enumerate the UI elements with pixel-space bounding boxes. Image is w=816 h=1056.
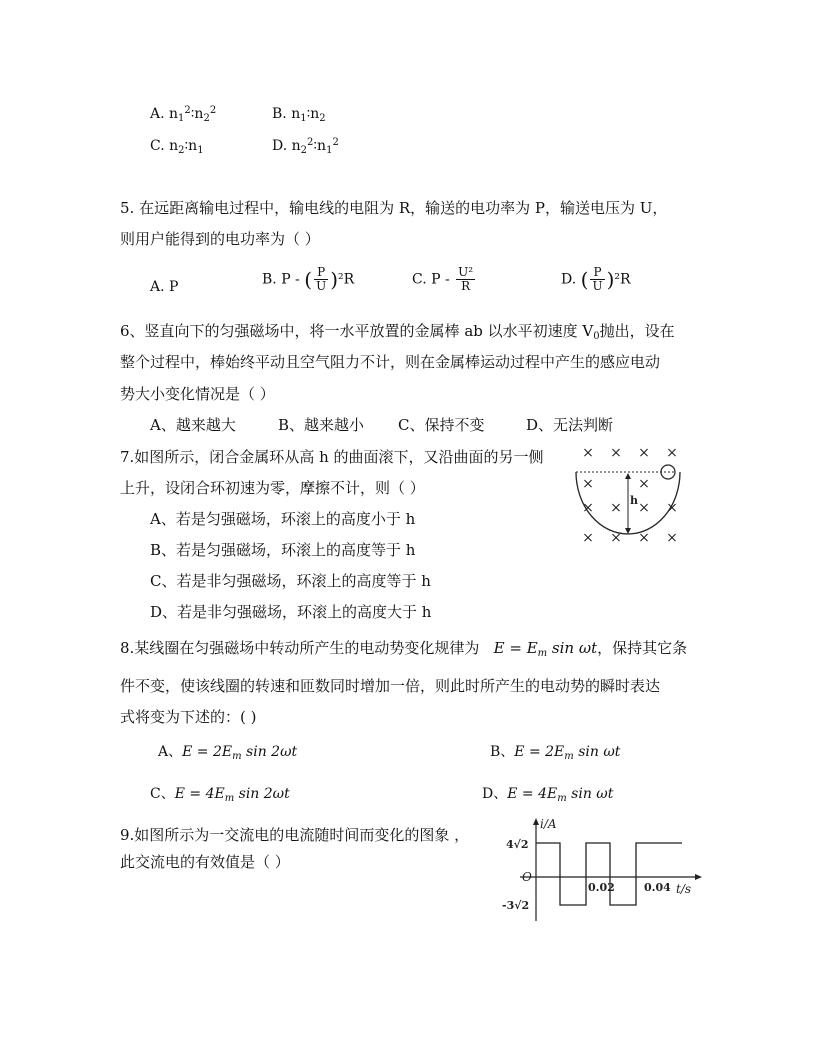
q8-option-b: B、$E = 2E_m$ sin ωt: [490, 744, 621, 762]
q8-option-a: A、$E = 2E_m$ sin 2ωt: [158, 744, 298, 762]
q7-cross: ×: [582, 445, 594, 461]
q7-stem-line2: 上升，设闭合环初速为零，摩擦不计，则（ ）: [120, 479, 425, 497]
q7-height-label: h: [630, 494, 638, 507]
q9-tick-004: 0.04: [644, 881, 671, 894]
q7-cross: ×: [582, 530, 594, 546]
q6-option-a: A、越来越大: [150, 416, 236, 434]
q9-stem-line1: 9.如图所示为一交流电的电流随时间而变化的图象 ，: [120, 826, 470, 844]
q7-cross: ×: [582, 476, 594, 492]
q4-option-d: D. $n_2^2∶n_1^2$: [272, 137, 339, 156]
q9-stem-line2: 此交流电的有效值是（ ）: [120, 853, 290, 871]
q7-option-d: D、若是非匀强磁场，环滚上的高度大于 h: [150, 603, 432, 621]
q7-option-a: A、若是匀强磁场，环滚上的高度小于 h: [150, 510, 416, 528]
q8-stem-line1: 8.某线圈在匀强磁场中转动所产生的电动势变化规律为 $E = E_m$ sin ωt，保持其它条: [120, 639, 688, 659]
q6-option-d: D、无法判断: [526, 416, 614, 434]
q7-cross: ×: [666, 445, 678, 461]
q9-tick-002: 0.02: [588, 881, 615, 894]
q7-cross: ×: [582, 500, 594, 516]
q7-figure: [572, 442, 692, 550]
q9-current-graph: [500, 815, 706, 925]
q6-stem-line3: 势大小变化情况是（ ）: [120, 385, 275, 403]
q7-option-b: B、若是匀强磁场，环滚上的高度等于 h: [150, 541, 416, 559]
q7-cross: ×: [610, 500, 622, 516]
q9-bottom-value: -3√2: [502, 899, 530, 912]
q5-option-d: D. ( $\frac{P}{U}$ )²R: [561, 265, 631, 293]
q7-cross: ×: [638, 500, 650, 516]
q9-x-axis-arrow: [695, 874, 702, 880]
q7-stem-line1: 7.如图所示，闭合金属环从高 h 的曲面滚下，又沿曲面的另一侧: [120, 448, 544, 466]
q4-option-a: A. $n_1^2∶n_2^2$: [150, 105, 217, 124]
q9-origin: O: [522, 870, 532, 884]
q5-stem-line2: 则用户能得到的电功率为（ ）: [120, 230, 320, 248]
q7-arrow-head-up: [625, 473, 631, 479]
q4-option-b: B. $n_1∶n_2$: [272, 106, 326, 124]
q9-x-label: t/s: [676, 882, 692, 896]
q7-cross: ×: [638, 530, 650, 546]
q9-y-axis-arrow: [533, 818, 539, 825]
q8-stem-line2: 件不变，使该线圈的转速和匝数同时增加一倍，则此时所产生的电动势的瞬时表达: [120, 677, 661, 695]
q4-option-c: C. $n_2∶n_1$: [150, 138, 204, 156]
q8-option-d: D、$E = 4E_m$ sin ωt: [482, 786, 614, 804]
q7-option-c: C、若是非匀强磁场，环滚上的高度等于 h: [150, 572, 431, 590]
q5-option-c: C. P - $\frac{\text{U²}}{R}$: [412, 265, 474, 293]
q7-cross: ×: [638, 445, 650, 461]
q7-cross: ×: [666, 500, 678, 516]
q6-option-c: C、保持不变: [398, 416, 485, 434]
q9-top-value: 4√2: [506, 838, 529, 851]
q7-cross: ×: [610, 530, 622, 546]
q9-square-wave: [536, 843, 660, 905]
q6-stem-line2: 整个过程中，棒始终平动且空气阻力不计，则在金属棒运动过程中产生的感应电动: [120, 353, 661, 371]
q7-cross: ×: [638, 476, 650, 492]
q7-arrow-head-down: [625, 528, 631, 534]
q5-option-b: B. P - ( $\frac{P}{U}$ )²R: [262, 265, 355, 293]
q9-y-label: i/A: [540, 817, 557, 831]
q8-stem-line3: 式将变为下述的：( ): [120, 708, 257, 726]
q5-option-a: A. P: [150, 279, 179, 295]
q7-cross: ×: [666, 530, 678, 546]
q7-cross: ×: [610, 445, 622, 461]
q6-option-b: B、越来越小: [278, 416, 365, 434]
q6-stem-line1: 6、竖直向下的匀强磁场中，将一水平放置的金属棒 ab 以水平初速度 $V_0$抛出，设在: [120, 322, 675, 342]
q8-option-c: C、$E = 4E_m$ sin 2ωt: [150, 786, 290, 804]
q5-stem-line1: 5. 在远距离输电过程中，输电线的电阻为 R，输送的电功率为 P，输送电压为 U，: [120, 199, 668, 217]
